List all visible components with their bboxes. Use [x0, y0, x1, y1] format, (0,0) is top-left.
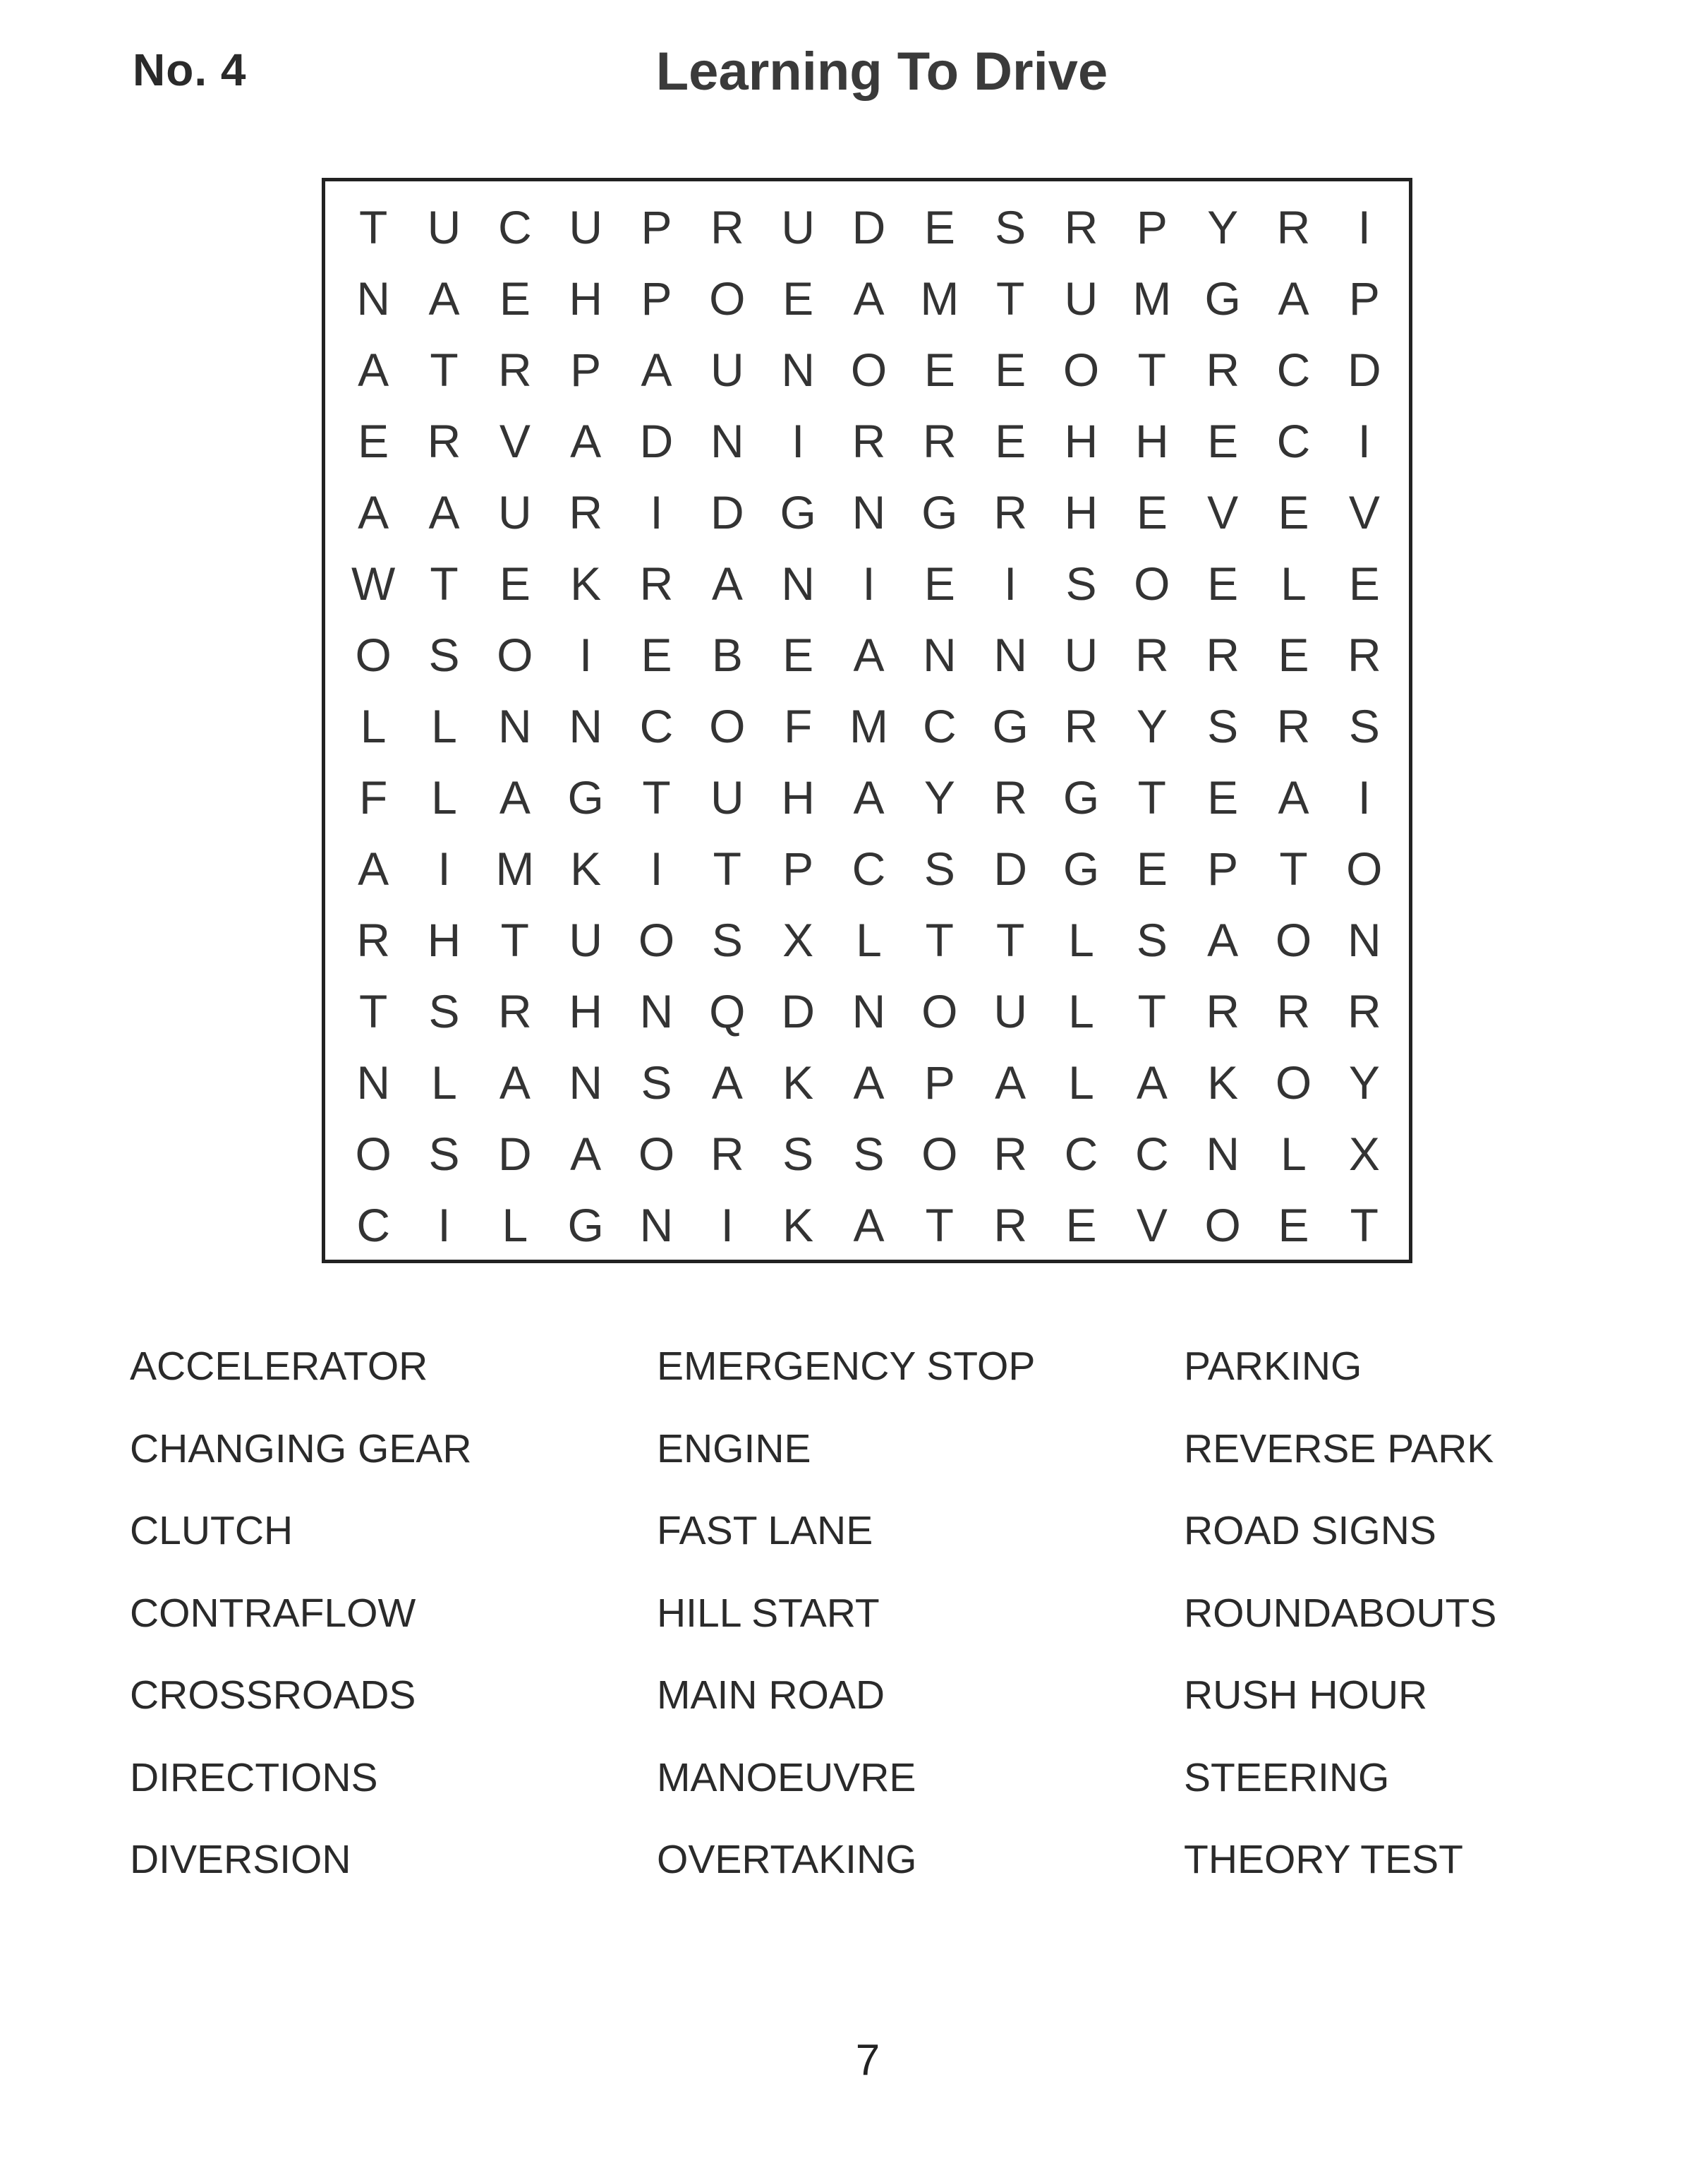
grid-cell: D	[639, 414, 674, 467]
grid-cell: T	[500, 913, 529, 966]
grid-cell: A	[853, 1056, 885, 1109]
grid-cell: C	[852, 842, 886, 895]
grid-cell: T	[359, 200, 388, 253]
grid-cell: C	[1064, 1127, 1098, 1180]
grid-cell: L	[431, 699, 457, 752]
word-search-grid	[338, 191, 1400, 1260]
grid-cell: U	[710, 343, 744, 396]
grid-cell: L	[502, 1198, 528, 1251]
grid-cell: L	[360, 699, 387, 752]
grid-cell: E	[1207, 557, 1239, 610]
grid-cell: A	[853, 771, 885, 824]
grid-cell: E	[1065, 1198, 1097, 1251]
grid-cell: I	[437, 1198, 451, 1251]
grid-cell: O	[638, 913, 675, 966]
grid-cell: S	[1207, 699, 1239, 752]
word-list-item: STEERING	[1184, 1754, 1390, 1800]
grid-cell: S	[995, 200, 1026, 253]
grid-cell: A	[641, 343, 672, 396]
grid-cell: O	[1275, 1056, 1312, 1109]
grid-cell: E	[923, 557, 955, 610]
grid-cell: N	[1347, 913, 1381, 966]
word-list-item: HILL START	[657, 1590, 880, 1636]
word-list-item: MANOEUVRE	[657, 1754, 916, 1800]
grid-cell: L	[1068, 1056, 1094, 1109]
grid-cell: O	[921, 984, 958, 1037]
grid-cell: H	[1134, 414, 1169, 467]
grid-cell: R	[1276, 699, 1311, 752]
grid-cell: H	[1064, 414, 1098, 467]
grid-cell: N	[852, 486, 886, 538]
grid-cell: D	[1347, 343, 1381, 396]
grid-cell: U	[569, 913, 602, 966]
grid-cell: R	[1276, 984, 1311, 1037]
grid-cell: T	[1137, 771, 1166, 824]
grid-cell: S	[923, 842, 955, 895]
grid-cell: R	[497, 984, 532, 1037]
word-list-item: CHANGING GEAR	[130, 1425, 472, 1471]
grid-cell: O	[850, 343, 888, 396]
grid-cell: T	[1350, 1198, 1379, 1251]
grid-cell: K	[782, 1056, 814, 1109]
grid-cell: Y	[1348, 1056, 1380, 1109]
grid-cell: U	[569, 200, 602, 253]
grid-cell: S	[782, 1127, 814, 1180]
word-list-item: EMERGENCY STOP	[657, 1344, 1036, 1389]
grid-cell: G	[992, 699, 1029, 752]
puzzle-title: Learning To Drive	[655, 42, 1108, 102]
word-list-item: CLUTCH	[130, 1508, 293, 1553]
grid-cell: I	[437, 842, 451, 895]
grid-cell: N	[569, 699, 602, 752]
grid-cell: R	[1347, 984, 1381, 1037]
grid-cell: I	[579, 628, 593, 681]
grid-cell: E	[923, 343, 955, 396]
grid-cell: E	[1278, 628, 1309, 681]
grid-cell: D	[497, 1127, 532, 1180]
grid-cell: V	[499, 414, 531, 467]
grid-cell: T	[925, 913, 954, 966]
grid-cell: L	[431, 771, 457, 824]
grid-cell: I	[1357, 414, 1371, 467]
grid-cell: O	[1134, 557, 1170, 610]
grid-cell: A	[853, 272, 885, 325]
page-number: 7	[855, 2036, 880, 2085]
grid-cell: R	[497, 343, 532, 396]
grid-cell: C	[356, 1198, 390, 1251]
grid-cell: G	[1062, 842, 1100, 895]
grid-cell: T	[430, 343, 459, 396]
grid-cell: A	[853, 628, 885, 681]
grid-cell: U	[427, 200, 461, 253]
grid-cell: A	[570, 414, 602, 467]
grid-cell: A	[711, 557, 743, 610]
grid-cell: S	[428, 1127, 460, 1180]
grid-cell: E	[1207, 771, 1239, 824]
grid-cell: H	[781, 771, 815, 824]
grid-cell: T	[996, 272, 1025, 325]
grid-cell: T	[430, 557, 459, 610]
grid-cell: Y	[1136, 699, 1168, 752]
grid-cell: Q	[709, 984, 746, 1037]
grid-cell: M	[920, 272, 959, 325]
grid-cell: N	[569, 1056, 602, 1109]
grid-cell: B	[711, 628, 743, 681]
grid-cell: I	[650, 486, 663, 538]
grid-cell: D	[781, 984, 815, 1037]
grid-cell: A	[1207, 913, 1239, 966]
grid-cell: I	[720, 1198, 734, 1251]
grid-cell: O	[1346, 842, 1383, 895]
grid-cell: R	[356, 913, 390, 966]
grid-cell: I	[1003, 557, 1017, 610]
grid-cell: O	[638, 1127, 675, 1180]
word-list-item: OVERTAKING	[657, 1837, 917, 1882]
grid-cell: I	[1357, 200, 1371, 253]
grid-cell: A	[570, 1127, 602, 1180]
grid-cell: R	[1206, 984, 1240, 1037]
grid-cell: Y	[923, 771, 955, 824]
grid-cell: H	[569, 272, 602, 325]
grid-cell: U	[993, 984, 1027, 1037]
grid-cell: R	[1064, 200, 1098, 253]
grid-cell: K	[1207, 1056, 1239, 1109]
grid-cell: A	[499, 1056, 531, 1109]
grid-cell: E	[782, 272, 814, 325]
grid-cell: H	[427, 913, 461, 966]
grid-cell: V	[1136, 1198, 1168, 1251]
grid-cell: O	[355, 628, 392, 681]
grid-cell: U	[1064, 272, 1098, 325]
word-list-item: ROAD SIGNS	[1184, 1508, 1436, 1553]
grid-cell: O	[1275, 913, 1312, 966]
grid-cell: S	[1065, 557, 1097, 610]
grid-cell: T	[925, 1198, 954, 1251]
grid-cell: D	[993, 842, 1027, 895]
grid-cell: F	[784, 699, 813, 752]
grid-cell: E	[782, 628, 814, 681]
grid-cell: C	[1276, 414, 1311, 467]
grid-cell: E	[995, 414, 1026, 467]
grid-cell: E	[1278, 486, 1309, 538]
grid-cell: A	[995, 1056, 1026, 1109]
word-list-item: ENGINE	[657, 1425, 811, 1471]
grid-cell: R	[1064, 699, 1098, 752]
word-list-item: ACCELERATOR	[130, 1344, 428, 1389]
grid-cell: E	[1136, 486, 1168, 538]
grid-cell: E	[499, 557, 531, 610]
grid-cell: C	[1134, 1127, 1169, 1180]
grid-cell: R	[639, 557, 674, 610]
grid-cell: D	[852, 200, 886, 253]
grid-cell: W	[351, 557, 396, 610]
grid-cell: N	[356, 1056, 390, 1109]
grid-cell: A	[1278, 771, 1309, 824]
grid-cell: I	[1357, 771, 1371, 824]
grid-cell: E	[499, 272, 531, 325]
word-list-item: THEORY TEST	[1184, 1837, 1463, 1882]
grid-cell: A	[1278, 272, 1309, 325]
grid-cell: E	[1278, 1198, 1309, 1251]
grid-cell: S	[711, 913, 743, 966]
grid-cell: V	[1348, 486, 1380, 538]
grid-cell: O	[355, 1127, 392, 1180]
grid-cell: S	[641, 1056, 672, 1109]
grid-cell: P	[1348, 272, 1380, 325]
grid-cell: C	[922, 699, 957, 752]
grid-cell: F	[359, 771, 388, 824]
grid-cell: R	[993, 1127, 1027, 1180]
grid-cell: H	[1064, 486, 1098, 538]
grid-cell: A	[358, 486, 389, 538]
grid-cell: G	[567, 1198, 604, 1251]
grid-cell: P	[641, 200, 672, 253]
grid-cell: L	[1068, 984, 1094, 1037]
grid-cell: N	[356, 272, 390, 325]
grid-cell: P	[641, 272, 672, 325]
grid-cell: N	[781, 557, 815, 610]
grid-cell: D	[710, 486, 744, 538]
grid-cell: G	[1204, 272, 1241, 325]
grid-cell: N	[497, 699, 532, 752]
grid-cell: N	[781, 343, 815, 396]
grid-cell: N	[922, 628, 957, 681]
grid-cell: E	[1207, 414, 1239, 467]
grid-cell: A	[711, 1056, 743, 1109]
grid-cell: E	[995, 343, 1026, 396]
grid-cell: P	[570, 343, 602, 396]
grid-cell: C	[1276, 343, 1311, 396]
word-list	[130, 1341, 1576, 1919]
grid-cell: I	[791, 414, 805, 467]
grid-cell: V	[1207, 486, 1239, 538]
grid-cell: N	[993, 628, 1027, 681]
grid-cell: L	[1280, 1127, 1307, 1180]
grid-cell: K	[782, 1198, 814, 1251]
grid-cell: M	[495, 842, 535, 895]
grid-cell: H	[569, 984, 602, 1037]
grid-cell: O	[497, 628, 533, 681]
grid-cell: S	[428, 628, 460, 681]
grid-cell: O	[709, 272, 746, 325]
grid-cell: L	[856, 913, 882, 966]
grid-cell: O	[709, 699, 746, 752]
grid-cell: T	[1137, 984, 1166, 1037]
word-list-item: DIVERSION	[130, 1837, 351, 1882]
word-list-item: FAST LANE	[657, 1508, 873, 1553]
grid-cell: T	[996, 913, 1025, 966]
grid-cell: S	[853, 1127, 885, 1180]
grid-cell: N	[1206, 1127, 1240, 1180]
grid-cell: O	[1062, 343, 1100, 396]
grid-cell: R	[1134, 628, 1169, 681]
grid-cell: U	[497, 486, 532, 538]
grid-cell: P	[1136, 200, 1168, 253]
grid-cell: G	[1062, 771, 1100, 824]
word-list-item: MAIN ROAD	[657, 1672, 885, 1718]
word-list-item: RUSH HOUR	[1184, 1672, 1428, 1718]
grid-cell: G	[567, 771, 604, 824]
grid-cell: P	[1207, 842, 1239, 895]
grid-cell: N	[710, 414, 744, 467]
grid-cell: A	[358, 343, 389, 396]
grid-cell: X	[1348, 1127, 1380, 1180]
grid-cell: R	[852, 414, 886, 467]
grid-cell: I	[862, 557, 876, 610]
grid-cell: A	[428, 486, 460, 538]
grid-cell: A	[428, 272, 460, 325]
grid-cell: E	[358, 414, 389, 467]
grid-cell: E	[1136, 842, 1168, 895]
grid-cell: R	[993, 1198, 1027, 1251]
grid-cell: L	[1068, 913, 1094, 966]
grid-cell: U	[710, 771, 744, 824]
grid-cell: S	[428, 984, 460, 1037]
grid-cell: N	[639, 984, 674, 1037]
word-search-grid-frame	[322, 178, 1412, 1263]
grid-cell: G	[921, 486, 958, 538]
grid-cell: R	[993, 771, 1027, 824]
grid-cell: P	[782, 842, 814, 895]
grid-cell: T	[359, 984, 388, 1037]
grid-cell: U	[781, 200, 815, 253]
grid-cell: S	[1136, 913, 1168, 966]
grid-cell: X	[782, 913, 814, 966]
grid-cell: E	[641, 628, 672, 681]
grid-cell: Y	[1207, 200, 1239, 253]
grid-cell: O	[1204, 1198, 1241, 1251]
grid-cell: R	[1206, 628, 1240, 681]
grid-cell: N	[852, 984, 886, 1037]
grid-cell: E	[1348, 557, 1380, 610]
grid-cell: P	[923, 1056, 955, 1109]
grid-cell: A	[853, 1198, 885, 1251]
grid-cell: A	[358, 842, 389, 895]
grid-cell: L	[431, 1056, 457, 1109]
grid-cell: E	[923, 200, 955, 253]
grid-cell: R	[427, 414, 461, 467]
grid-cell: R	[993, 486, 1027, 538]
grid-cell: R	[710, 1127, 744, 1180]
word-list-item: CONTRAFLOW	[130, 1590, 416, 1636]
grid-cell: R	[1206, 343, 1240, 396]
grid-cell: S	[1348, 699, 1380, 752]
grid-cell: K	[570, 842, 602, 895]
grid-cell: O	[921, 1127, 958, 1180]
grid-cell: C	[497, 200, 532, 253]
grid-cell: T	[1137, 343, 1166, 396]
word-list-item: CROSSROADS	[130, 1672, 416, 1718]
grid-cell: L	[1280, 557, 1307, 610]
grid-cell: T	[1279, 842, 1308, 895]
grid-cell: A	[499, 771, 531, 824]
grid-cell: R	[569, 486, 602, 538]
word-list-item: DIRECTIONS	[130, 1754, 378, 1800]
grid-cell: R	[1347, 628, 1381, 681]
grid-cell: U	[1064, 628, 1098, 681]
word-list-item: REVERSE PARK	[1184, 1425, 1494, 1471]
puzzle-number: No. 4	[133, 44, 247, 95]
grid-cell: M	[849, 699, 888, 752]
grid-cell: N	[639, 1198, 674, 1251]
grid-cell: A	[1136, 1056, 1168, 1109]
word-list-item: ROUNDABOUTS	[1184, 1590, 1497, 1636]
grid-cell: R	[710, 200, 744, 253]
grid-cell: K	[570, 557, 602, 610]
grid-cell: T	[642, 771, 671, 824]
grid-cell: T	[713, 842, 741, 895]
grid-cell: I	[650, 842, 663, 895]
grid-cell: R	[1276, 200, 1311, 253]
grid-cell: R	[922, 414, 957, 467]
grid-cell: M	[1132, 272, 1172, 325]
grid-cell: C	[639, 699, 674, 752]
grid-cell: G	[780, 486, 816, 538]
word-list-item: PARKING	[1184, 1344, 1362, 1389]
